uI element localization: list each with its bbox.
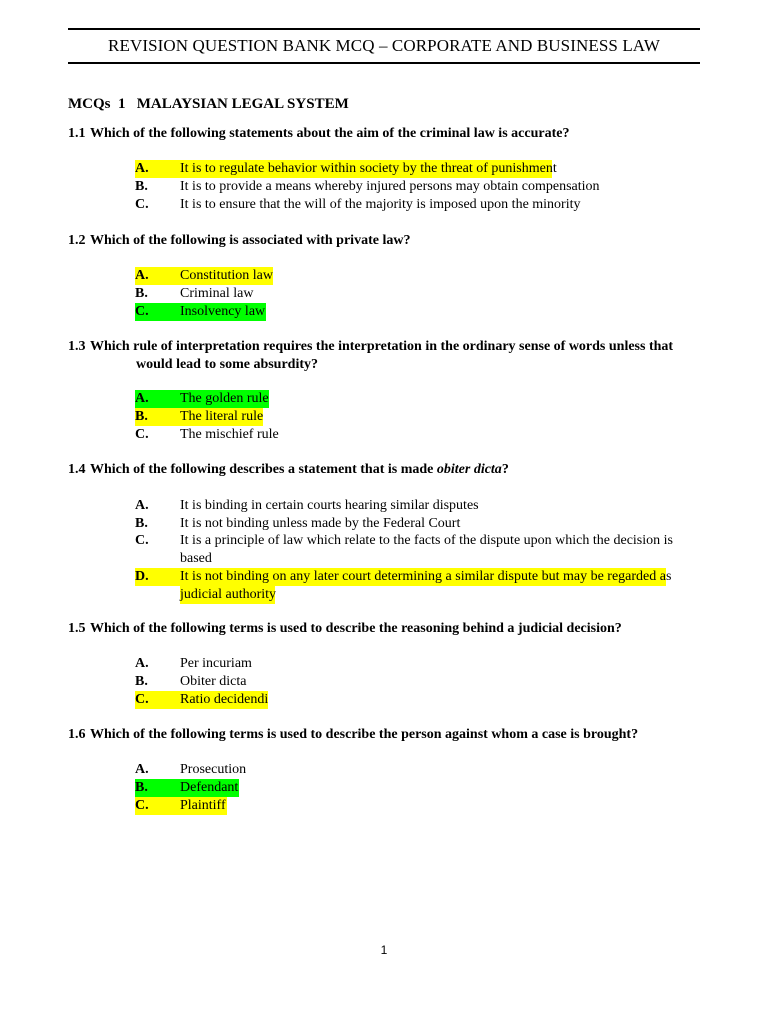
option-1-4-b	[135, 515, 675, 533]
question-text: Which of the following statements about the aim of the criminal law is accurate?	[90, 126, 570, 141]
question-1-1	[68, 125, 678, 143]
question-1-3	[68, 338, 678, 374]
option-1-1-a	[135, 160, 675, 178]
option-1-6-c	[135, 797, 675, 815]
option-text: It is to regulate behavior within society by the threat of punishment	[180, 161, 557, 176]
option-letter: B.	[135, 516, 148, 531]
option-letter: C.	[135, 798, 149, 813]
option-text: It is to provide a means whereby injured persons may obtain compensation	[180, 179, 600, 194]
option-text: Criminal law	[180, 286, 254, 301]
option-1-5-c	[135, 691, 675, 709]
document-header	[68, 28, 700, 64]
option-1-3-c	[135, 426, 675, 444]
option-1-1-c	[135, 196, 675, 214]
question-text: Which of the following is associated with private law?	[90, 233, 411, 248]
option-1-6-a	[135, 761, 675, 779]
option-text: Insolvency law	[180, 304, 266, 319]
option-1-3-b	[135, 408, 675, 426]
option-letter: A.	[135, 762, 149, 777]
option-letter: B.	[135, 780, 148, 795]
page-number: 1	[380, 943, 388, 957]
option-letter: B.	[135, 286, 148, 301]
question-text-end: ?	[501, 462, 509, 477]
option-text: The mischief rule	[180, 427, 279, 442]
question-1-6	[68, 726, 678, 744]
option-letter: B.	[135, 674, 148, 689]
question-number: 1.1	[68, 126, 86, 141]
header-title: REVISION QUESTION BANK MCQ – CORPORATE AND BUSINESS LAW	[108, 36, 660, 55]
option-1-2-a	[135, 267, 675, 285]
option-1-6-b	[135, 779, 675, 797]
question-number: 1.3	[68, 339, 86, 354]
option-letter: C.	[135, 197, 149, 212]
question-text: Which of the following terms is used to describe the reasoning behind a judicial decision?	[90, 621, 622, 636]
option-letter: C.	[135, 533, 149, 548]
option-text: Defendant	[180, 780, 239, 795]
question-number: 1.6	[68, 727, 86, 742]
option-letter: D.	[135, 569, 149, 584]
option-text: It is not binding on any later court determining a similar dispute but may be regarded as	[180, 569, 672, 584]
question-text: Which of the following describes a statement that is made	[90, 462, 437, 477]
option-letter: B.	[135, 409, 148, 424]
option-text: It is to ensure that the will of the majority is imposed upon the minority	[180, 197, 581, 212]
option-text: Per incuriam	[180, 656, 252, 671]
option-text: Prosecution	[180, 762, 247, 777]
option-1-4-a	[135, 497, 675, 515]
question-1-5	[68, 620, 678, 638]
option-1-4-d	[135, 568, 675, 604]
question-number: 1.2	[68, 233, 86, 248]
question-1-4	[68, 461, 678, 479]
option-1-2-c	[135, 303, 675, 321]
option-letter: A.	[135, 498, 149, 513]
question-number: 1.5	[68, 621, 86, 636]
option-text: Constitution law	[180, 268, 273, 283]
option-1-4-c	[135, 532, 675, 568]
option-text: The literal rule	[180, 409, 264, 424]
option-1-5-b	[135, 673, 675, 691]
option-text: The golden rule	[180, 391, 269, 406]
option-letter: C.	[135, 304, 149, 319]
question-1-2	[68, 232, 678, 250]
option-text: It is binding in certain courts hearing similar disputes	[180, 498, 479, 513]
option-1-5-a	[135, 655, 675, 673]
option-text: Obiter dicta	[180, 674, 247, 689]
question-number: 1.4	[68, 462, 86, 477]
option-letter: A.	[135, 161, 149, 176]
option-1-1-b	[135, 178, 675, 196]
option-letter: C.	[135, 427, 149, 442]
question-text: Which rule of interpretation requires the interpretation in the ordinary sense of words unless that	[90, 339, 674, 354]
option-text-continued: based	[180, 551, 212, 566]
option-letter: A.	[135, 268, 149, 283]
option-text: It is not binding unless made by the Federal Court	[180, 516, 461, 531]
option-1-3-a	[135, 390, 675, 408]
question-text-italic: obiter dicta	[436, 462, 502, 477]
option-text: Ratio decidendi	[180, 692, 269, 707]
question-text-continued: would lead to some absurdity?	[136, 357, 319, 372]
option-text: It is a principle of law which relate to the facts of the dispute upon which the decision is	[180, 533, 673, 548]
option-1-2-b	[135, 285, 675, 303]
section-title: MCQs 1 MALAYSIAN LEGAL SYSTEM	[68, 96, 349, 112]
option-letter: A.	[135, 656, 149, 671]
option-letter: C.	[135, 692, 149, 707]
option-text: Plaintiff	[180, 798, 226, 813]
question-text: Which of the following terms is used to describe the person against whom a case is brought?	[90, 727, 639, 742]
option-letter: A.	[135, 391, 149, 406]
option-letter: B.	[135, 179, 148, 194]
option-text-continued: judicial authority	[180, 587, 277, 602]
